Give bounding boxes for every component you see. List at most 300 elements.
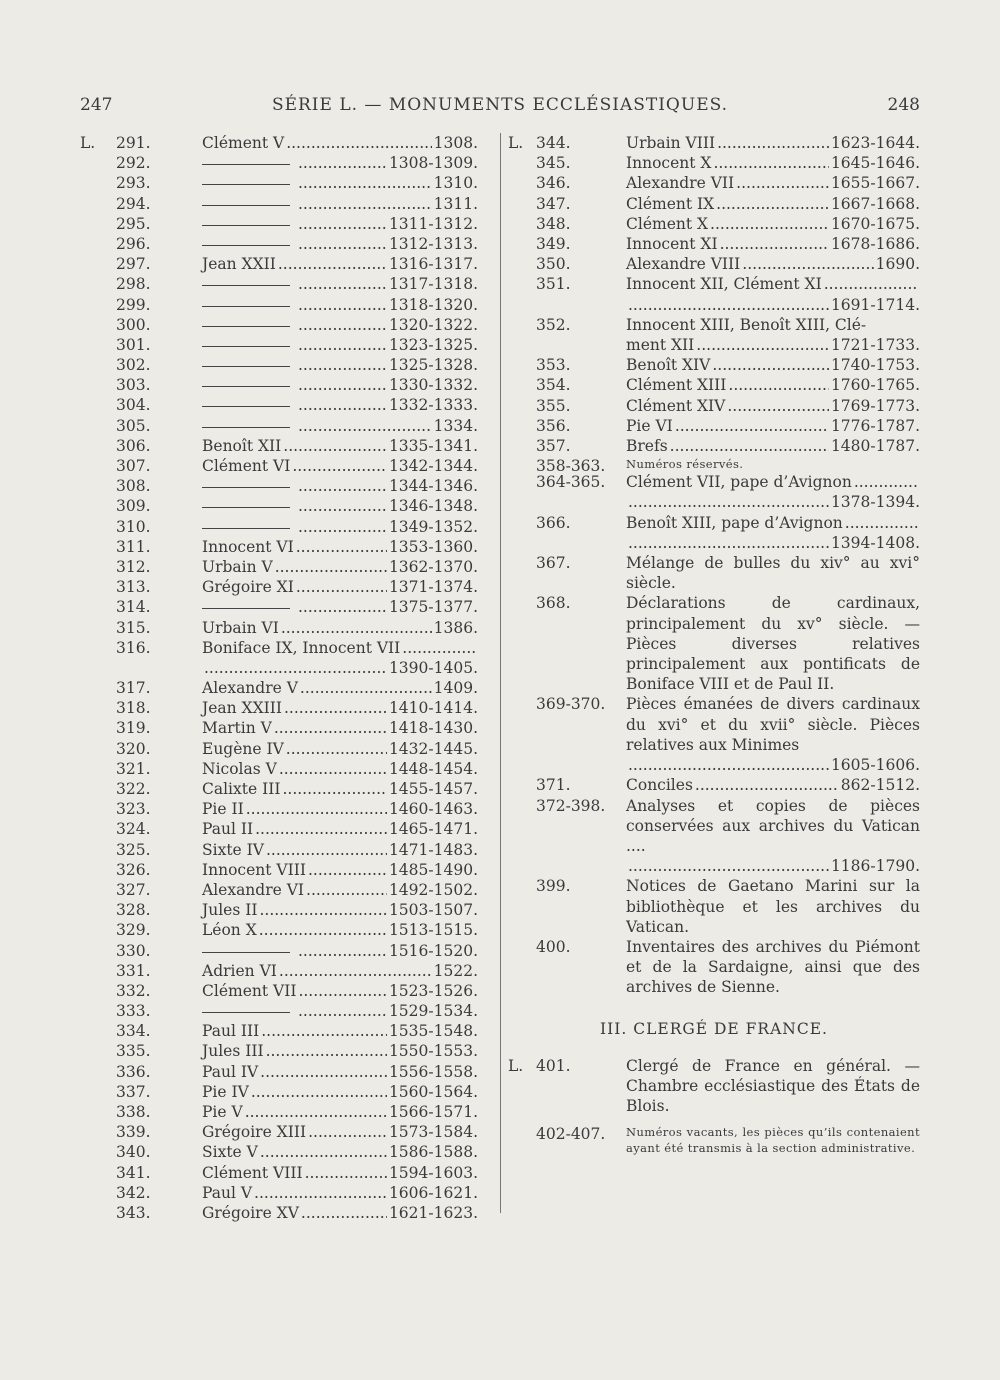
leader-dots [628,755,829,775]
list-item [80,1163,490,1183]
entry-text [202,416,478,436]
entry-line [626,234,920,254]
right-page-number: 248 [887,95,920,115]
ditto-dash [202,194,290,206]
leader-dots [298,335,387,355]
list-item [80,577,490,597]
entry-number: 304. [116,396,151,415]
entry-text [626,456,920,472]
entry-text [202,234,478,254]
series-letter: L. [508,1056,524,1075]
entry-text [626,153,920,173]
entry-name: Pie IV [202,1082,249,1101]
list-item [80,799,490,819]
entry-line [626,254,920,274]
entry-name: Innocent X [626,154,712,173]
leader-dots [283,436,387,456]
entry-name: Clément VI [202,457,291,475]
entry-date: 1655-1667. [830,174,920,193]
entry-number: 351. [536,275,571,294]
entry-text [626,396,920,416]
entry-date: 1312-1313. [388,234,478,253]
leader-dots [245,1102,387,1122]
list-item [80,900,490,920]
entry-date: 1334. [433,416,478,435]
leader-dots [254,1183,387,1203]
entry-text [202,577,478,597]
entry-name: Clément XIV [626,396,726,415]
list-item [80,274,490,294]
leader-dots [282,779,386,799]
entry-name: Urbain VI [202,618,279,637]
entry-number: 329. [116,921,151,940]
leader-dots [628,492,829,512]
list-item [508,133,920,153]
entry-number: 337. [116,1082,151,1101]
entry-date: 1678-1686. [830,235,920,254]
entry-date: 1513-1515. [388,921,478,940]
entry-name: Boniface IX, Innocent VII [202,638,401,657]
entry-text [202,517,478,537]
list-item [508,1056,920,1117]
ditto-dash [202,355,290,367]
entry-text [202,941,478,961]
series-letter: L. [508,134,524,152]
list-item [80,194,490,214]
entry-number: 308. [116,477,151,496]
entry-name: Innocent XII, Clément XI [626,275,822,294]
entry-date: 1480-1787. [830,437,920,456]
entry-date: 1667-1668. [830,194,920,213]
entry-date: 1318-1320. [388,295,478,314]
entry-number: 317. [116,679,151,698]
entry-name: Paul III [202,1022,260,1041]
entry-date: 1344-1346. [388,477,478,496]
entry-text [202,658,478,678]
entry-text [202,981,478,1001]
page-header [80,95,920,121]
entry-text [202,1001,478,1021]
entry-line [626,153,920,173]
leader-dots [710,214,829,234]
entry-number: 325. [116,840,151,859]
entry-date: 1308. [433,134,478,152]
list-item [508,593,920,694]
entry-text [202,759,478,779]
entry-text [626,274,920,314]
list-item [80,1082,490,1102]
leader-dots [251,1082,387,1102]
entry-number: 300. [116,315,151,334]
leader-dots [255,819,387,839]
entry-text [202,819,478,839]
entry-number: 303. [116,376,151,395]
entry-number: 352. [536,315,571,334]
list-item [80,941,490,961]
entry-number: 367. [536,554,571,573]
leader-dots [260,1142,387,1162]
ditto-dash [202,173,290,185]
entry-name: Benoît XIV [626,356,711,375]
list-item [508,274,920,314]
entry-date: 1448-1454. [388,759,478,778]
leader-dots [266,840,387,860]
entry-text [202,274,478,294]
entry-line [626,436,920,456]
column-divider [500,133,501,1213]
entry-number: 346. [536,174,571,193]
leader-dots [824,274,918,294]
leader-dots [298,214,387,234]
entry-number: 291. [116,134,151,152]
entry-text [202,1203,478,1223]
entry-date: 1550-1553. [388,1042,478,1061]
entry-date: 1690. [875,255,920,274]
entry-number: 320. [116,739,151,758]
right-column [508,133,920,1164]
ditto-dash [202,375,290,387]
entry-name: Calixte III [202,780,281,798]
entry-number: 323. [116,800,151,819]
list-item [508,173,920,193]
leader-dots [301,1203,387,1223]
entry-text [202,153,478,173]
leader-dots [728,375,829,395]
entry-number: 306. [116,436,151,455]
entry-date: 1586-1588. [388,1143,478,1162]
entry-date: 1308-1309. [388,154,478,173]
entry-name: Léon X [202,921,257,940]
list-item [80,173,490,193]
entry-text [202,880,478,900]
entry-number: 298. [116,275,151,294]
ditto-dash [202,597,290,609]
entry-date: 1371-1374. [388,578,478,597]
entry-name: Benoît XII [202,436,282,455]
running-title: SÉRIE L. — MONUMENTS ECCLÉSIASTIQUES. [271,95,729,115]
entry-date: 862-1512. [840,776,920,795]
leader-dots [854,472,918,492]
list-item [80,638,490,658]
list-item [80,153,490,173]
entry-line [626,513,920,533]
entry-text [202,597,478,617]
entry-text [626,254,920,274]
leader-dots [306,880,387,900]
leader-dots [736,173,829,193]
list-item [80,880,490,900]
leader-dots [727,396,829,416]
entry-number: 402-407. [536,1125,606,1144]
leader-dots [308,860,387,880]
leader-dots [286,739,387,759]
entry-number: 301. [116,335,151,354]
leader-dots [305,1163,387,1183]
leader-dots [260,1062,387,1082]
entry-text [202,395,478,415]
list-item [508,876,920,937]
ditto-dash [202,234,290,246]
entry-paragraph: Clergé de France en général. — Chambre ecclésiastique des États de Blois. [626,1056,920,1115]
entry-number: 366. [536,513,571,532]
entry-number: 334. [116,1022,151,1041]
list-item [80,315,490,335]
entry-text [202,436,478,456]
list-item [508,436,920,456]
entry-text [202,537,478,557]
entry-text [202,698,478,718]
entry-number: 340. [116,1143,151,1162]
entry-name: Pie VI [626,416,673,435]
entry-name: Nicolas V [202,759,277,778]
entry-date: 1460-1463. [388,800,478,819]
entry-number: 315. [116,618,151,637]
entry-text [202,335,478,355]
entry-number: 292. [116,154,151,173]
leader-dots [298,517,387,537]
ditto-dash [202,476,290,488]
entry-date: 1523-1526. [388,981,478,1000]
list-item [80,860,490,880]
entry-number: 316. [116,638,151,657]
leader-dots [275,557,387,577]
entry-date: 1409. [433,679,478,698]
leader-dots [845,513,918,533]
entry-number: 353. [536,356,571,375]
leader-dots [274,718,387,738]
series-letter: L. [80,134,96,152]
entry-text [202,1142,478,1162]
list-item [508,937,920,998]
entry-number: 358-363. [536,457,606,476]
entry-date: 1325-1328. [388,356,478,375]
ditto-dash [202,214,290,226]
list-item [508,194,920,214]
list-item [80,961,490,981]
entry-number: 331. [116,961,151,980]
leader-dots [296,537,387,557]
list-item [80,1142,490,1162]
entry-number: 296. [116,234,151,253]
entry-number: 333. [116,1002,151,1021]
entry-line [626,396,920,416]
entry-line: Numéros réservés. [626,457,744,472]
entry-number: 311. [116,537,151,556]
entry-name: Clément V [202,134,285,152]
leader-dots [298,173,432,193]
entry-date: 1485-1490. [388,860,478,879]
entry-line [626,274,920,294]
ditto-dash [202,315,290,327]
entry-text [626,315,920,355]
leader-dots [298,476,387,496]
leader-dots [261,1021,387,1041]
entry-number: 327. [116,880,151,899]
entry-date: 1529-1534. [388,1002,478,1021]
list-item [80,214,490,234]
entry-text [626,593,920,694]
entry-text [626,234,920,254]
entry-number: 357. [536,437,571,456]
entry-text [626,1124,920,1156]
entry-name: Urbain VIII [626,134,716,152]
entry-number: 318. [116,699,151,718]
entry-number: 401. [536,1056,571,1075]
entry-date: 1471-1483. [388,840,478,859]
leader-dots [308,1122,387,1142]
entry-date: 1670-1675. [830,214,920,233]
entry-date: 1375-1377. [388,598,478,617]
entry-date: 1311-1312. [388,214,478,233]
entry-number: 295. [116,214,151,233]
entry-paragraph: Numéros vacants, les pièces qu’ils contenaient ayant été transmis à la section administrative. [626,1125,920,1156]
leader-dots [259,920,387,940]
entry-date: 1362-1370. [388,557,478,576]
list-item [80,840,490,860]
entry-date: 1332-1333. [388,396,478,415]
list-item [80,517,490,537]
entry-number: 326. [116,860,151,879]
entry-text [202,133,478,153]
entry-number: 350. [536,255,571,274]
ditto-dash [202,941,290,953]
entry-name: Innocent XI [626,235,718,254]
entry-date: 1691-1714. [830,295,920,314]
entry-date: 1342-1344. [388,457,478,475]
entry-number: 371. [536,776,571,795]
leader-dots [296,577,387,597]
list-item [80,234,490,254]
list-item [80,718,490,738]
leader-dots [675,416,829,436]
list-item [80,254,490,274]
entry-name: Clément VII, pape d’Avignon [626,473,852,492]
entry-line [626,533,920,553]
entry-date: 1623-1644. [830,134,920,152]
entry-number: 294. [116,194,151,213]
entry-date: 1535-1548. [388,1022,478,1041]
entry-name: Conciles [626,776,693,795]
list-item [80,537,490,557]
entry-line [626,416,920,436]
section-heading: III. CLERGÉ DE FRANCE. [600,1019,828,1038]
entry-text [202,496,478,516]
leader-dots [266,1041,387,1061]
entry-number: 297. [116,255,151,274]
ditto-dash [202,295,290,307]
entry-text [202,1163,478,1183]
entry-date: 1394-1408. [830,533,920,552]
entry-text [626,375,920,395]
entry-name: Benoît XIII, pape d’Avignon [626,513,843,532]
entry-date: 1323-1325. [388,335,478,354]
entry-date: 1769-1773. [830,396,920,415]
entry-name: Alexandre V [202,679,298,698]
entry-number: 299. [116,295,151,314]
entry-date: 1760-1765. [830,376,920,395]
entry-number: 364-365. [536,473,606,492]
leader-dots [292,456,387,476]
list-item [508,456,920,476]
entry-name: Clément X [626,214,709,233]
entry-number: 369-370. [536,695,606,714]
left-page-number: 247 [80,95,113,115]
list-item [80,779,490,799]
leader-dots [742,254,873,274]
entry-date: 1566-1571. [388,1103,478,1121]
leader-dots [298,395,387,415]
entry-date: 1349-1352. [388,517,478,536]
entry-number: 330. [116,941,151,960]
entry-text [202,618,478,638]
entry-text [202,638,478,658]
entry-text [626,416,920,436]
entry-date: 1645-1646. [830,154,920,173]
entry-line [626,775,920,795]
leader-dots [279,961,432,981]
entry-name: Grégoire XIII [202,1123,307,1142]
entry-date: 1776-1787. [830,416,920,435]
entry-number: 342. [116,1183,151,1202]
list-item [508,1124,920,1156]
leader-dots [670,436,829,456]
ditto-dash [202,153,290,165]
ditto-dash [202,416,290,428]
left-column [80,133,490,1223]
list-item [80,476,490,496]
entry-line [626,355,920,375]
list-item [508,796,920,877]
list-item [80,920,490,940]
list-item [80,1001,490,1021]
list-item [508,513,920,553]
leader-dots [298,315,387,335]
entry-paragraph: Pièces émanées de divers cardinaux du xvi° et du xvii° siècle. Pièces relatives aux Minimes [626,695,920,754]
entry-line [626,194,920,214]
leader-dots [713,153,828,173]
entry-number: 399. [536,877,571,896]
leader-dots [298,416,432,436]
entry-number: 312. [116,557,151,576]
leader-dots [717,133,829,153]
leader-dots [246,799,387,819]
entry-date: 1740-1753. [830,356,920,375]
entry-number: 313. [116,578,151,597]
entry-line [626,295,920,315]
entry-text [202,799,478,819]
entry-number: 310. [116,517,151,536]
list-item [80,1021,490,1041]
entry-number: 347. [536,194,571,213]
entry-text [202,900,478,920]
list-item [80,335,490,355]
leader-dots [259,900,386,920]
entry-date: 1320-1322. [388,315,478,334]
entry-name: Sixte V [202,1143,258,1162]
entry-name: Alexandre VI [202,880,305,899]
list-item [80,1041,490,1061]
entry-name: Paul IV [202,1062,259,1081]
leader-dots [298,375,387,395]
entry-name: Eugène IV [202,739,284,758]
list-item [80,1122,490,1142]
entry-number: 354. [536,376,571,395]
entry-number: 400. [536,937,571,956]
entry-text [202,1183,478,1203]
entry-line [626,173,920,193]
list-item [80,981,490,1001]
list-item [80,496,490,516]
